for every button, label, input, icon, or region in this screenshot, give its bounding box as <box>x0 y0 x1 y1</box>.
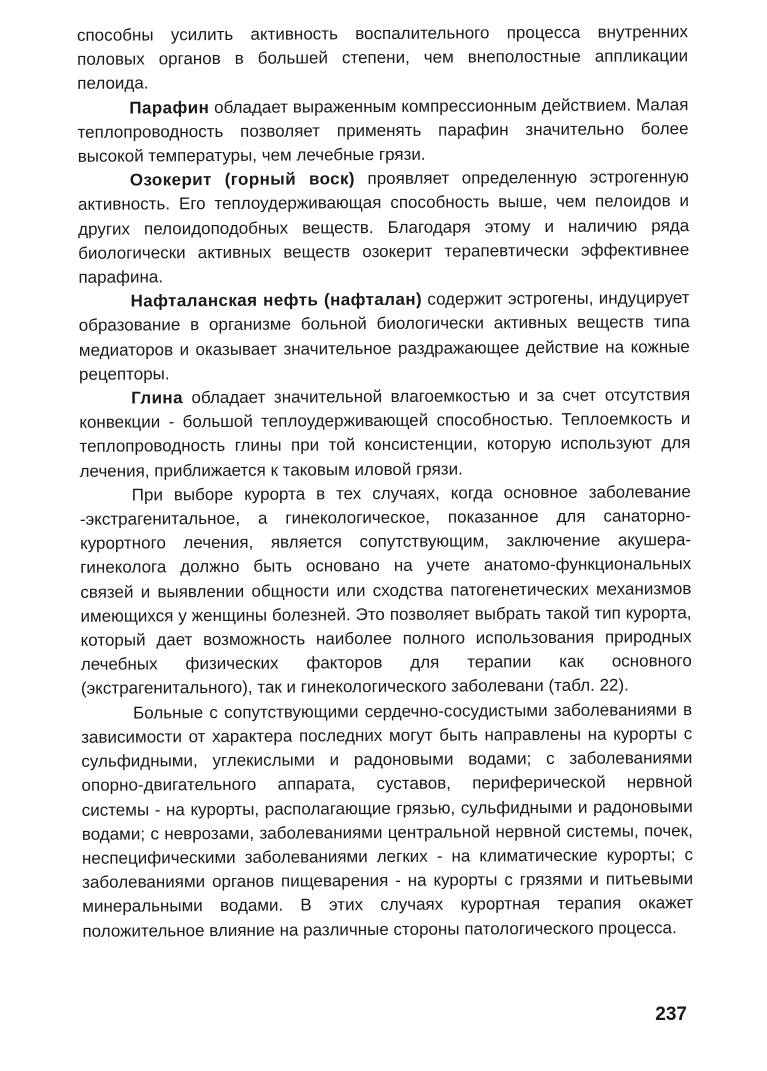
paragraph-continuation <box>77 20 688 96</box>
paragraph-text: содержит эстрогены, индуцирует образование в организме больной биологически активных веществ типа медиаторов и оказывает значительное раздражающее действие на кожные рецепторы. <box>78 288 690 384</box>
term-naftalan: Нафталанская нефть (нафталан) <box>130 289 423 311</box>
paragraph-text: проявляет определенную эстрогенную активность. Его теплоудерживающая способность выше, чем пелоидов и других пелоидоподобных веществ. Благодаря этому и наличию ряда биологически активных веществ озокерит терапевтически эффективнее парафина. <box>77 167 690 287</box>
paragraph-text: При выборе курорта в тех случаях, когда основное заболевание -экстрагенитальное, а гинекологическое, показанное для санаторно-курортного лечения, является сопутствующим, заключение акушера-гинеколога должно быть основано на учете анатомо-функциональных связей и выявлении общности или сходства патогенетических механизмов имеющихся у женщины болезней. Это позволяет выбрать такой тип курорта, который дает возможность наиболее полного использования природных лечебных физических факторов для терапии как основного (экстрагенитального), так и гинекологического заболевани (табл. 22). <box>79 481 692 699</box>
paragraph-paraffin <box>77 93 688 169</box>
paragraph-comorbid-patients <box>81 698 693 944</box>
page-number: 237 <box>655 1004 687 1025</box>
paragraph-text: способны усилить активность воспалительного процесса внутренних половых органов в большей степени, чем внеполостные аппликации пелоида. <box>76 22 689 94</box>
paragraph-naftalan <box>79 286 691 387</box>
paragraph-text: обладает значительной влагоемкостью и за счет отсутствия конвекции - большой теплоудерживающей способностью. Теплоемкость и теплопроводность глины при той консистенции, которую используют для лечения, приближается к таковым иловой грязи. <box>79 385 691 481</box>
paragraph-ozokerite <box>78 165 690 290</box>
paragraph-resort-choice <box>80 480 692 702</box>
term-ozokerite: Озокерит (горный воск) <box>129 169 356 190</box>
term-clay: Глина <box>131 388 183 408</box>
paragraph-text: обладает выраженным компрессионным действием. Малая теплопроводность позволяет применять парафин значительно более высокой температуры, чем лечебные грязи. <box>77 94 689 166</box>
paragraph-text: Больные с сопутствующими сердечно-сосудистыми заболеваниями в зависимости от характера последних могут быть направлены на курорты с сульфидными, углекислыми и радоновыми водами; с заболеваниями опорно-двигательного аппарата, суставов, периферической нервной системы - на курорты, располагающие грязью, сульфидными и радоновыми водами; с неврозами, заболеваниями центральной нервной системы, почек, неспецифическими заболеваниями легких - на климатические курорты; с заболеваниями органов пищеварения - на курорты с грязями и питьевыми минеральными водами. В этих случаях курортная терапия окажет положительное влияние на различные стороны патологического процесса. <box>81 699 694 941</box>
term-paraffin: Парафин <box>129 97 210 118</box>
paragraph-clay <box>79 383 691 484</box>
